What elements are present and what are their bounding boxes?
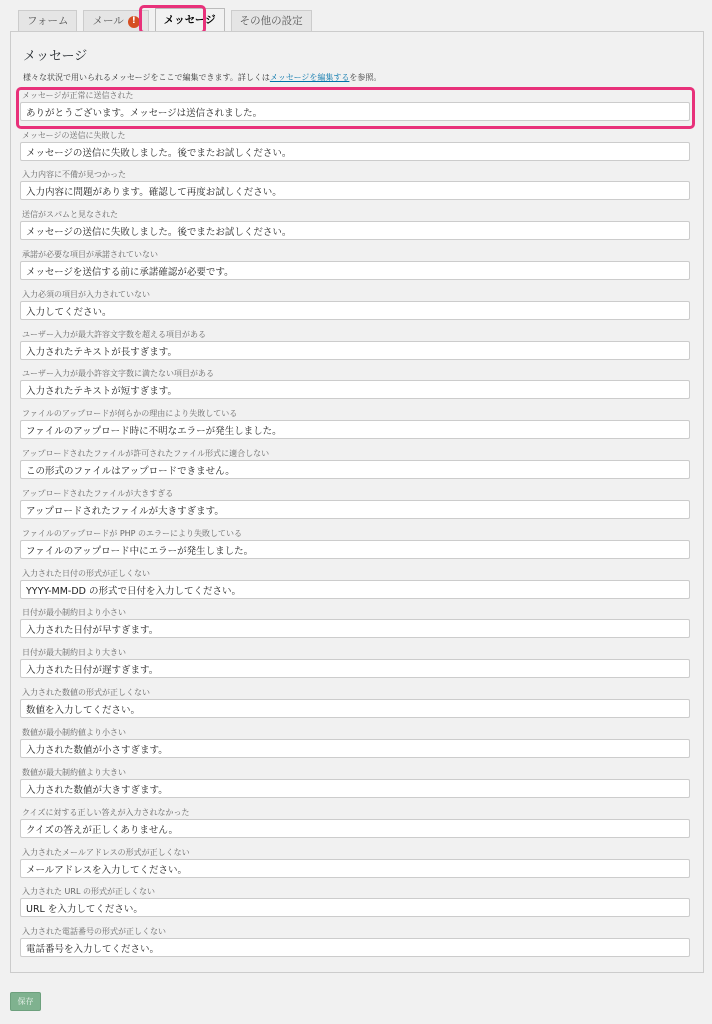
message-field — [20, 607, 690, 638]
field-label: 数値が最小制約値より小さい — [22, 728, 126, 737]
description-text: 様々な状況で用いられるメッセージをここで編集できます。詳しくは — [23, 73, 270, 82]
message-field — [20, 448, 690, 479]
tab-messages[interactable] — [155, 8, 225, 32]
message-input[interactable] — [20, 619, 690, 638]
message-input[interactable] — [20, 142, 690, 161]
message-input[interactable] — [20, 540, 690, 559]
message-field — [20, 289, 690, 320]
message-field — [20, 687, 690, 718]
message-input[interactable] — [20, 301, 690, 320]
message-field — [20, 807, 690, 838]
message-input[interactable] — [20, 181, 690, 200]
message-field — [20, 568, 690, 599]
message-field — [20, 130, 690, 161]
field-label: メッセージが正常に送信された — [22, 91, 134, 100]
field-label: 日付が最小制約日より小さい — [22, 608, 126, 617]
message-input[interactable] — [20, 380, 690, 399]
message-input[interactable] — [20, 580, 690, 599]
tab-mail-label: メール — [92, 15, 124, 27]
tab-other-settings[interactable] — [231, 10, 312, 32]
field-label: 入力内容に不備が見つかった — [22, 170, 126, 179]
tab-other-settings-label: その他の設定 — [239, 15, 303, 27]
tab-bar — [18, 8, 318, 32]
message-field — [20, 209, 690, 240]
message-field — [20, 329, 690, 360]
message-field — [20, 647, 690, 678]
field-label: アップロードされたファイルが大きすぎる — [22, 489, 174, 498]
message-input[interactable] — [20, 420, 690, 439]
message-field — [20, 249, 690, 280]
field-label: ユーザー入力が最大許容文字数を超える項目がある — [22, 330, 206, 339]
field-label: 日付が最大制約日より大きい — [22, 648, 126, 657]
message-field — [20, 886, 690, 917]
field-label: 数値が最大制約値より大きい — [22, 768, 126, 777]
warning-badge-icon: ! — [128, 16, 140, 28]
message-field — [20, 727, 690, 758]
panel-title: メッセージ — [23, 49, 88, 64]
save-button[interactable]: 保存 — [10, 992, 41, 1011]
field-label: 入力必須の項目が入力されていない — [22, 290, 150, 299]
message-field — [20, 90, 690, 121]
message-input[interactable] — [20, 859, 690, 878]
message-field — [20, 847, 690, 878]
field-label: ユーザー入力が最小許容文字数に満たない項目がある — [22, 369, 214, 378]
message-field — [20, 408, 690, 439]
message-field — [20, 169, 690, 200]
field-label: クイズに対する正しい答えが入力されなかった — [22, 808, 190, 817]
field-label: 送信がスパムと見なされた — [22, 210, 118, 219]
message-input[interactable] — [20, 699, 690, 718]
tab-form-label: フォーム — [27, 15, 69, 27]
message-input[interactable] — [20, 102, 690, 121]
message-input[interactable] — [20, 221, 690, 240]
tab-form[interactable] — [18, 10, 77, 32]
field-label: 入力された URL の形式が正しくない — [22, 887, 155, 896]
message-field — [20, 488, 690, 519]
message-input[interactable] — [20, 938, 690, 957]
message-input[interactable] — [20, 500, 690, 519]
message-field — [20, 926, 690, 957]
message-input[interactable] — [20, 739, 690, 758]
message-field — [20, 767, 690, 798]
edit-messages-link[interactable]: メッセージを編集する — [269, 73, 350, 82]
field-label: メッセージの送信に失敗した — [22, 131, 126, 140]
message-input[interactable] — [20, 779, 690, 798]
message-input[interactable] — [20, 819, 690, 838]
message-input[interactable] — [20, 261, 690, 280]
field-label: 入力された電話番号の形式が正しくない — [22, 927, 166, 936]
field-label: 入力されたメールアドレスの形式が正しくない — [22, 848, 190, 857]
message-input[interactable] — [20, 898, 690, 917]
message-field — [20, 368, 690, 399]
message-field — [20, 528, 690, 559]
tab-messages-label: メッセージ — [163, 14, 216, 26]
field-label: アップロードされたファイルが許可されたファイル形式に適合しない — [22, 449, 270, 458]
message-input[interactable] — [20, 659, 690, 678]
field-label: ファイルのアップロードが何らかの理由により失敗している — [22, 409, 238, 418]
tab-mail[interactable] — [83, 10, 148, 32]
field-label: 承諾が必要な項目が承諾されていない — [22, 250, 158, 259]
messages-panel — [10, 31, 704, 973]
message-input[interactable] — [20, 341, 690, 360]
field-label: ファイルのアップロードが PHP のエラーにより失敗している — [22, 529, 243, 538]
message-input[interactable] — [20, 460, 690, 479]
field-label: 入力された日付の形式が正しくない — [22, 569, 150, 578]
field-label: 入力された数値の形式が正しくない — [22, 688, 150, 697]
description-text-end: を参照。 — [349, 73, 382, 82]
panel-description — [23, 72, 381, 83]
